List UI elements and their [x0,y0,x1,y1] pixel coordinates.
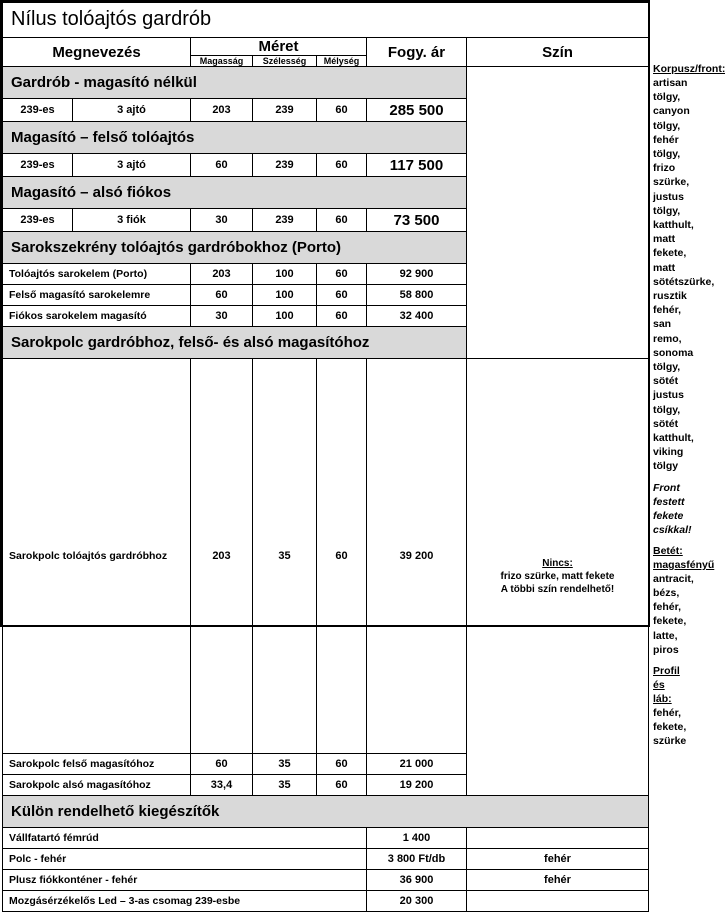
row-name: 3 fiók [73,209,191,232]
row-price: 285 500 [367,99,467,122]
row-depth: 60 [317,359,367,754]
row-name: Vállfatartó fémrúd [3,827,367,848]
table-row [3,306,649,327]
header-height: Magasság [191,56,253,67]
row-depth: 60 [317,774,367,795]
row-name: 3 ajtó [73,99,191,122]
row-width: 35 [253,753,317,774]
row-name: Sarokpolc tolóajtós gardróbhoz [3,359,191,754]
row-code: 239-es [3,99,73,122]
nincs-line-1: frizo szürke, matt fekete [500,571,615,583]
row-name: Felső magasító sarokelemre [3,285,191,306]
row-price: 36 900 [367,869,467,890]
table-row [3,890,649,911]
row-width: 35 [253,774,317,795]
row-width: 239 [253,99,317,122]
row-price: 21 000 [367,753,467,774]
row-code: 239-es [3,209,73,232]
row-depth: 60 [317,285,367,306]
row-width: 239 [253,209,317,232]
header-color: Szín [467,38,649,67]
row-price: 1 400 [367,827,467,848]
row-price: 92 900 [367,264,467,285]
header-size: Méret [191,38,367,56]
row-height: 30 [191,306,253,327]
row-price: 73 500 [367,209,467,232]
table-row [3,264,649,285]
nincs-line-2: A többi szín rendelhető! [500,584,615,596]
table-row [3,827,649,848]
nincs-panel [467,359,649,796]
row-color [467,890,649,911]
row-name: Sarokpolc alsó magasítóhoz [3,774,191,795]
row-price: 117 500 [367,154,467,177]
header-row-2: Magasság Szélesség Mélység Korpusz/front: artisan tölgy, canyon tölgy, fehér tölgy, frizo szürke, justus tölgy, katthult, matt fekete, matt sötétszürke, rusztik fehér, san remo, sonoma tölgy, sötét justus tölgy, sötét katthult, viking tölgy Front festett fekete csíkkal! Betét: magasfényű antracit, bézs, fehér, fekete, latte, piros Profil és láb: fehér, fekete, szürke [3,56,649,67]
section-title-magasito-also: Magasító – alsó fiókos [3,177,467,209]
table-row [3,154,649,177]
row-height: 203 [191,99,253,122]
table-row [3,848,649,869]
section-row-2 [3,122,649,154]
row-price: 19 200 [367,774,467,795]
row-width: 100 [253,264,317,285]
table-row [3,869,649,890]
row-name: 3 ajtó [73,154,191,177]
row-width: 100 [253,285,317,306]
table-row [3,359,649,754]
section-row-4 [3,232,649,264]
row-name: Tolóajtós sarokelem (Porto) [3,264,191,285]
section-title-sarokpolc: Sarokpolc gardróbhoz, felső- és alsó magasítóhoz [3,327,467,359]
section-title-magasito-felso: Magasító – felső tolóajtós [3,122,467,154]
section-row-5 [3,327,649,359]
row-depth: 60 [317,264,367,285]
row-color: fehér [467,869,649,890]
row-depth: 60 [317,753,367,774]
section-title-gardrob: Gardrób - magasító nélkül [3,67,467,99]
header-name: Megnevezés [3,38,191,67]
header-depth: Mélység [317,56,367,67]
row-name: Mozgásérzékelős Led – 3-as csomag 239-esbe [3,890,367,911]
row-name: Plusz fiókkonténer - fehér [3,869,367,890]
row-height: 60 [191,285,253,306]
row-price: 32 400 [367,306,467,327]
row-depth: 60 [317,154,367,177]
row-color: fehér [467,848,649,869]
row-depth: 60 [317,209,367,232]
section-row-3 [3,177,649,209]
table-row [3,285,649,306]
row-name: Sarokpolc felső magasítóhoz [3,753,191,774]
row-name: Polc - fehér [3,848,367,869]
row-height: 60 [191,154,253,177]
row-price: 39 200 [367,359,467,754]
row-price: 58 800 [367,285,467,306]
header-price: Fogy. ár [367,38,467,67]
section-title-kiegeszitok: Külön rendelhető kiegészítők [3,795,649,827]
row-height: 203 [191,264,253,285]
header-width: Szélesség [253,56,317,67]
section-row-1 [3,67,649,99]
table-row [3,209,649,232]
page-title: Nílus tolóajtós gardrób [3,3,649,38]
section-title-sarokszekreny: Sarokszekrény tolóajtós gardróbokhoz (Porto) [3,232,467,264]
section-row-6 [3,795,649,827]
row-width: 239 [253,154,317,177]
row-price: 3 800 Ft/db [367,848,467,869]
row-width: 35 [253,359,317,754]
row-height: 203 [191,359,253,754]
row-height: 30 [191,209,253,232]
row-height: 60 [191,753,253,774]
title-row [3,3,649,38]
price-table [2,2,725,912]
row-color [467,827,649,848]
row-depth: 60 [317,99,367,122]
row-name: Fiókos sarokelem magasító [3,306,191,327]
row-height: 33,4 [191,774,253,795]
header-row-1 [3,38,649,56]
table-row [3,99,649,122]
row-depth: 60 [317,306,367,327]
nincs-heading: Nincs: [542,558,573,570]
row-width: 100 [253,306,317,327]
row-code: 239-es [3,154,73,177]
row-price: 20 300 [367,890,467,911]
